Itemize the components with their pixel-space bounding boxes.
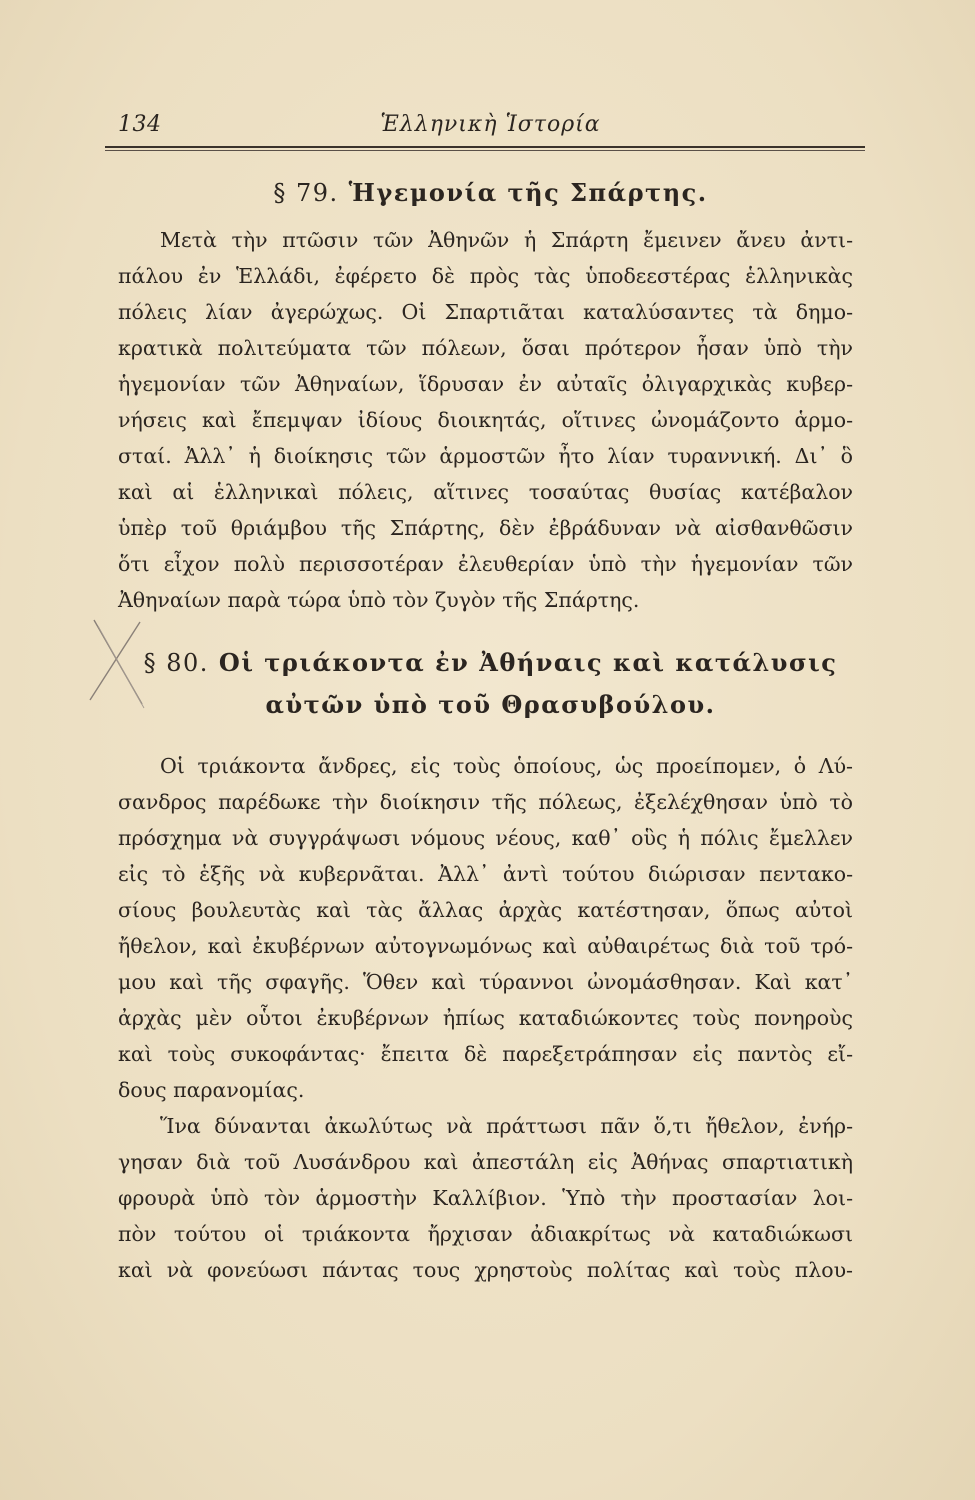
text-line: ἀρχὰς μὲν οὗτοι ἐκυβέρνων ἠπίως καταδιώκοντες τοὺς πονηροὺς [118, 1006, 853, 1030]
text-line: γησαν διὰ τοῦ Λυσάνδρου καὶ ἀπεστάλη εἰς Ἀθήνας σπαρτιατικὴ [118, 1150, 853, 1174]
text-line: καὶ νὰ φονεύωσι πάντας τους χρηστοὺς πολίτας καὶ τοὺς πλου- [118, 1258, 853, 1282]
text-line: νήσεις καὶ ἔπεμψαν ἰδίους διοικητάς, οἵτινες ὠνομάζοντο ἁρμο- [118, 408, 853, 432]
text-line: Ἀθηναίων παρὰ τώρα ὑπὸ τὸν ζυγὸν τῆς Σπάρτης. [118, 588, 640, 612]
text-line: Μετὰ τὴν πτῶσιν τῶν Ἀθηνῶν ἡ Σπάρτη ἔμεινεν ἄνευ ἀντι- [160, 228, 853, 252]
text-line: σανδρος παρέδωκε τὴν διοίκησιν τῆς πόλεως, ἐξελέχθησαν ὑπὸ τὸ [118, 790, 853, 814]
section-79-heading: Ἡγεμονία τῆς Σπάρτης. [348, 178, 708, 207]
section-80-title [118, 648, 863, 677]
text-line: ἤθελον, καὶ ἐκυβέρνων αὐτογνωμόνως καὶ αὐθαιρέτως διὰ τοῦ τρό- [118, 934, 853, 958]
text-line: εἰς τὸ ἑξῆς νὰ κυβερνᾶται. Ἀλλ᾽ ἀντὶ τούτου διώρισαν πεντακο- [118, 862, 853, 886]
text-line: πρόσχημα νὰ συγγράψωσι νόμους νέους, καθ᾽ οὓς ἡ πόλις ἔμελλεν [118, 826, 853, 850]
text-line: σταί. Ἀλλ᾽ ἡ διοίκησις τῶν ἁρμοστῶν ἦτο λίαν τυραννική. Δι᾽ ὃ [118, 444, 853, 468]
text-line: πάλου ἐν Ἑλλάδι, ἐφέρετο δὲ πρὸς τὰς ὑποδεεστέρας ἑλληνικὰς [118, 264, 853, 288]
text-line: ὑπὲρ τοῦ θριάμβου τῆς Σπάρτης, δὲν ἐβράδυναν νὰ αἰσθανθῶσιν [118, 516, 853, 540]
section-79-title [118, 178, 863, 207]
page-number: 134 [118, 112, 162, 137]
running-title: Ἑλληνικὴ Ἱστορία [380, 112, 601, 137]
text-line: Ἵνα δύνανται ἀκωλύτως νὰ πράττωσι πᾶν ὅ,τι ἤθελον, ἐνήρ- [160, 1114, 853, 1138]
section-80-heading-line-1: Οἱ τριάκοντα ἐν Ἀθήναις καὶ κατάλυσις [218, 648, 838, 677]
section-80-heading-line-2: αὐτῶν ὑπὸ τοῦ Θρασυβούλου. [265, 690, 716, 719]
text-line: μου καὶ τῆς σφαγῆς. Ὅθεν καὶ τύραννοι ὠνομάσθησαν. Καὶ κατ᾽ [118, 970, 853, 994]
text-line: σίους βουλευτὰς καὶ τὰς ἄλλας ἀρχὰς κατέστησαν, ὅπως αὐτοὶ [118, 898, 853, 922]
header-rule-thin [105, 150, 865, 151]
text-line: Οἱ τριάκοντα ἄνδρες, εἰς τοὺς ὁποίους, ὡς προείπομεν, ὁ Λύ- [160, 754, 853, 778]
text-line: καὶ τοὺς συκοφάντας· ἔπειτα δὲ παρεξετράπησαν εἰς παντὸς εἴ- [118, 1042, 853, 1066]
section-79-number: § 79. [273, 179, 339, 207]
text-line: ἡγεμονίαν τῶν Ἀθηναίων, ἵδρυσαν ἐν αὐταῖς ὀλιγαρχικὰς κυβερ- [118, 372, 853, 396]
section-80-number: § 80. [143, 649, 209, 677]
text-line: καὶ αἱ ἑλληνικαὶ πόλεις, αἵτινες τοσαύτας θυσίας κατέβαλον [118, 480, 853, 504]
text-line: πὸν τούτου οἱ τριάκοντα ἤρχισαν ἀδιακρίτως νὰ καταδιώκωσι [118, 1222, 853, 1246]
text-line: κρατικὰ πολιτεύματα τῶν πόλεων, ὅσαι πρότερον ἦσαν ὑπὸ τὴν [118, 336, 853, 360]
text-line: φρουρὰ ὑπὸ τὸν ἁρμοστὴν Καλλίβιον. Ὑπὸ τὴν προστασίαν λοι- [118, 1186, 853, 1210]
text-line: ὅτι εἶχον πολὺ περισσοτέραν ἐλευθερίαν ὑπὸ τὴν ἡγεμονίαν τῶν [118, 552, 853, 576]
text-line: δους παρανομίας. [118, 1078, 305, 1102]
header-rule [105, 146, 865, 148]
text-line: πόλεις λίαν ἀγερώχως. Οἱ Σπαρτιᾶται καταλύσαντες τὰ δημο- [118, 300, 853, 324]
